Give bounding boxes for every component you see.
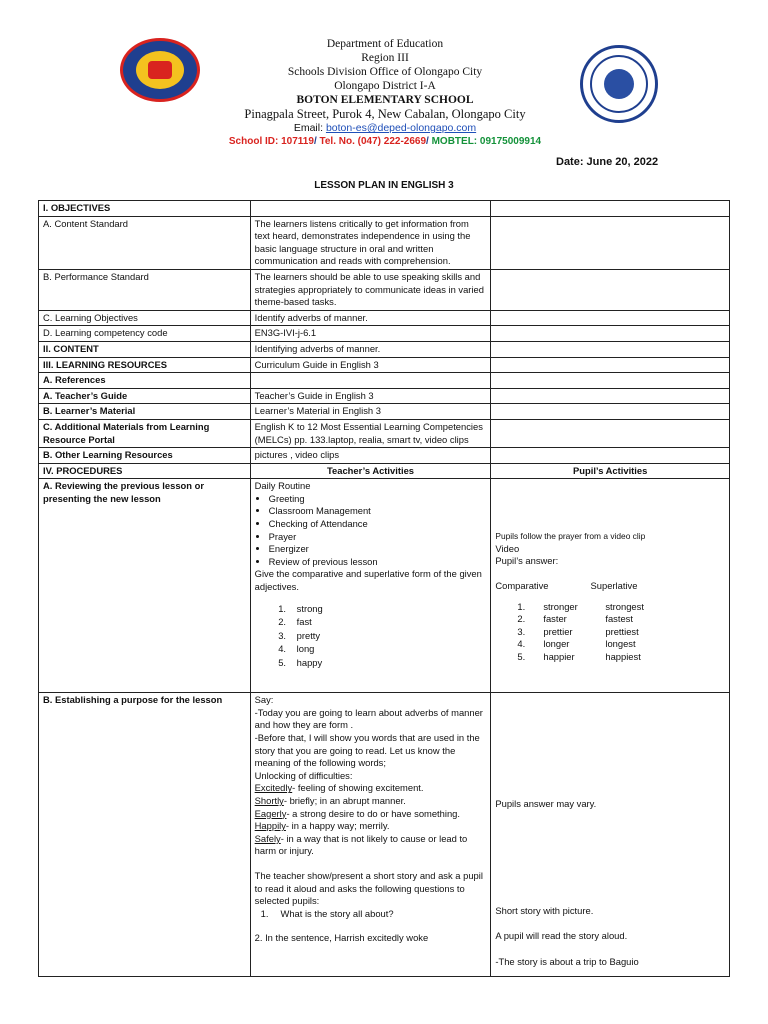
say-label: Say:	[254, 694, 274, 706]
teacher-activities-header: Teacher’s Activities	[250, 463, 491, 479]
vocab-definition: - in a happy way; merrily.	[285, 820, 390, 832]
region-name: Region III	[361, 52, 409, 64]
list-item: • Classroom Management	[269, 505, 487, 518]
list-item: • Energizer	[269, 543, 487, 556]
vocab-item	[255, 782, 487, 795]
answer-number: 5.	[517, 651, 526, 663]
answer-superlative: happiest	[605, 651, 641, 663]
answer-comparative: faster	[543, 613, 567, 625]
question-item	[255, 908, 487, 921]
section-heading: I. OBJECTIVES	[39, 201, 251, 217]
table-row	[39, 463, 730, 479]
vocab-word: Safely	[254, 832, 281, 844]
school-name: BOTON ELEMENTARY SCHOOL	[296, 94, 474, 106]
row-label: D. Learning competency code	[39, 326, 251, 342]
pupil-note: -The story is about a trip to Baguio	[495, 956, 639, 968]
row-value: Identifying adverbs of manner.	[250, 341, 491, 357]
row-label: B. Establishing a purpose for the lesson	[39, 693, 251, 977]
separator: /	[426, 136, 429, 147]
row-value: Identify adverbs of manner.	[250, 310, 491, 326]
row-value: Teacher’s Guide in English 3	[250, 388, 491, 404]
mobile-number: MOBTEL: 09175009914	[428, 136, 542, 147]
row-value: EN3G-IVI-j-6.1	[250, 326, 491, 342]
row-value: The learners should be able to use speaking skills and strategies appropriately to communicate ideas in varied theme-based tasks.	[250, 269, 491, 310]
answer-superlative: longest	[605, 638, 636, 650]
lesson-plan-table	[38, 200, 730, 977]
story-intro: The teacher show/present a short story and ask a pupil to read it aloud and asks the following questions to selected pupils:	[254, 870, 483, 907]
table-row	[39, 310, 730, 326]
purpose-line: -Before that, I will show you words that are used in the story that you are going to read. Let us know the meaning of the following words;	[254, 732, 480, 769]
email-line	[150, 121, 620, 135]
answer-headings	[495, 580, 725, 593]
answer-comparative: stronger	[543, 600, 578, 612]
question-item: 2. In the sentence, Harrish excitedly woke	[254, 932, 429, 944]
pupil-purpose-activities	[491, 693, 730, 977]
row-value: Curriculum Guide in English 3	[250, 357, 491, 373]
table-row	[39, 326, 730, 342]
section-heading: II. CONTENT	[39, 341, 251, 357]
list-item: 2. fast	[289, 615, 487, 629]
row-label: B. Other Learning Resources	[39, 448, 251, 464]
vocab-word: Excitedly	[254, 782, 293, 794]
answer-table	[517, 601, 725, 664]
adjective-list	[255, 602, 487, 670]
row-label: B. Performance Standard	[39, 269, 251, 310]
row-label: A. Reviewing the previous lesson or presenting the new lesson	[39, 479, 251, 693]
answer-superlative: prettiest	[605, 625, 639, 637]
table-row-purpose	[39, 693, 730, 977]
email-link[interactable]: boton-es@deped-olongapo.com	[325, 122, 477, 134]
table-row	[39, 341, 730, 357]
teacher-review-activities	[250, 479, 491, 693]
table-row	[39, 269, 730, 310]
pupil-note: Short story with picture.	[495, 904, 594, 916]
dept-name: Department of Education	[326, 38, 444, 50]
row-label: A. References	[39, 373, 251, 389]
answer-number: 3.	[517, 625, 526, 637]
review-instruction: Give the comparative and superlative form of the given adjectives.	[254, 568, 482, 593]
row-value: pictures , video clips	[250, 448, 491, 464]
list-item: • Review of previous lesson	[269, 556, 487, 569]
table-row	[39, 388, 730, 404]
purpose-line: -Today you are going to learn about adverbs of manner and how they are form .	[254, 706, 483, 731]
vocab-word: Happily	[254, 820, 286, 832]
vocab-word: Eagerly	[254, 807, 287, 819]
list-item: • Checking of Attendance	[269, 518, 487, 531]
row-value: English K to 12 Most Essential Learning Competencies (MELCs) pp. 133.laptop, realia, smart tv, video clips	[250, 419, 491, 447]
table-row	[39, 201, 730, 217]
row-label: A. Content Standard	[39, 216, 251, 269]
school-address: Pinagpala Street, Purok 4, New Cabalan, Olongapo City	[244, 107, 526, 121]
row-value: The learners listens critically to get information from text heard, demonstrates independence in using the basic language structure in oral and written communication and reads with comprehension.	[250, 216, 491, 269]
pupil-activities-header: Pupil’s Activities	[491, 463, 730, 479]
row-label: A. Teacher’s Guide	[39, 388, 251, 404]
row-label: B. Learner’s Material	[39, 404, 251, 420]
vocab-definition: - feeling of showing excitement.	[292, 782, 424, 794]
teacher-purpose-activities	[250, 693, 491, 977]
table-row-review	[39, 479, 730, 693]
row-label: C. Additional Materials from Learning Resource Portal	[39, 419, 251, 447]
section-heading: IV. PROCEDURES	[39, 463, 251, 479]
superlative-heading: Superlative	[590, 580, 638, 592]
answer-number: 4.	[517, 638, 526, 650]
question-number: 1.	[260, 907, 269, 919]
routine-list	[255, 493, 487, 569]
email-label: Email:	[293, 122, 324, 134]
answer-superlative: strongest	[605, 600, 644, 612]
answer-comparative: prettier	[543, 625, 573, 637]
vocab-item	[255, 808, 487, 821]
table-row	[39, 216, 730, 269]
district-name: Olongapo District I-A	[334, 80, 436, 92]
table-row	[39, 357, 730, 373]
list-item: 3. pretty	[289, 629, 487, 643]
division-name: Schools Division Office of Olongapo City	[287, 66, 483, 78]
vocab-definition: - in a way that is not likely to cause or lead to harm or injury.	[254, 832, 468, 857]
pupil-prayer-note: Pupils follow the prayer from a video clip	[495, 531, 646, 542]
list-item: • Greeting	[269, 493, 487, 506]
pupil-answer-label: Pupil’s answer:	[495, 555, 559, 567]
letterhead	[150, 37, 620, 149]
separator: /	[313, 136, 317, 147]
pupil-review-activities	[491, 479, 730, 693]
table-row	[39, 448, 730, 464]
table-row	[39, 419, 730, 447]
list-item: 1. strong	[289, 602, 487, 616]
row-value: Learner’s Material in English 3	[250, 404, 491, 420]
comparative-heading: Comparative	[495, 580, 549, 592]
contact-line	[150, 135, 620, 149]
lesson-title: LESSON PLAN IN ENGLISH 3	[314, 180, 454, 191]
section-heading: III. LEARNING RESOURCES	[39, 357, 251, 373]
vocab-word: Shortly	[254, 795, 284, 807]
question-text: What is the story all about?	[280, 907, 394, 919]
lesson-date: Date: June 20, 2022	[556, 156, 659, 168]
answer-comparative: happier	[543, 651, 575, 663]
answer-number: 2.	[517, 613, 526, 625]
routine-heading: Daily Routine	[254, 480, 311, 492]
row-label: C. Learning Objectives	[39, 310, 251, 326]
school-id: School ID: 107119	[228, 136, 314, 147]
list-item: 5. happy	[289, 656, 487, 670]
vocab-definition: - a strong desire to do or have something.	[286, 807, 460, 819]
pupil-video-note: Video	[495, 542, 520, 554]
list-item: 4. long	[289, 642, 487, 656]
answer-comparative: longer	[543, 638, 570, 650]
table-row	[39, 373, 730, 389]
pupil-note: A pupil will read the story aloud.	[495, 930, 628, 942]
vocab-definition: - briefly; in an abrupt manner.	[283, 795, 406, 807]
answer-number: 1.	[517, 600, 526, 612]
vocab-item	[255, 833, 487, 858]
pupil-note: Pupils answer may vary.	[495, 798, 597, 810]
telephone: Tel. No. (047) 222-2669	[316, 136, 427, 147]
vocab-item	[255, 820, 487, 833]
list-item: • Prayer	[269, 531, 487, 544]
vocab-item	[255, 795, 487, 808]
answer-superlative: fastest	[605, 613, 633, 625]
table-row	[39, 404, 730, 420]
unlocking-heading: Unlocking of difficulties:	[254, 769, 353, 781]
